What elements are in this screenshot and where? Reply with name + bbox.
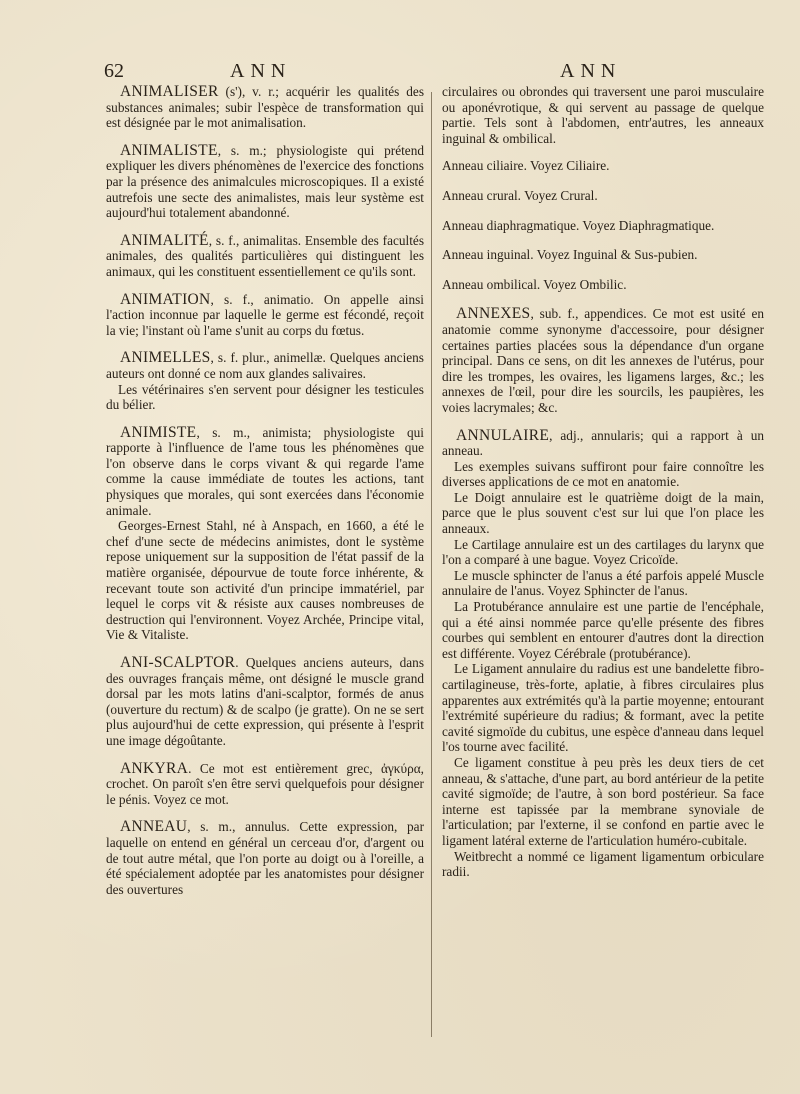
paragraph: Ce ligament constitue à peu près les deux tiers de cet anneau, & s'attache, d'une part, au bord antérieur de la petite cavité sigmoïde; de l'autre, à son bord postérieur. Sa face interne est tapissée par la membrane synoviale de l'articulation; par l'externe, il se confond en partie avec le ligament latéral externe de l'articulation huméro-cubitale. bbox=[442, 754, 764, 848]
entry-animation bbox=[106, 292, 424, 339]
right-column bbox=[442, 84, 764, 892]
entry-anneau-continued bbox=[442, 84, 764, 146]
headword: ANI-SCALPTOR bbox=[120, 654, 236, 671]
headword: ANIMISTE bbox=[120, 423, 197, 441]
entry-animalite bbox=[106, 233, 424, 280]
page-number: 62 bbox=[104, 60, 124, 82]
paragraph: La Protubérance annulaire est une partie de l'encéphale, qui a été ainsi nommée parce qu'elle présente des fibres courbes qui semblent en entourer d'autres dont la direction est différente. Voyez Cérébrale (protubérance). bbox=[442, 599, 764, 661]
anneau-ref-ombilical: Anneau ombilical. Voyez Ombilic. bbox=[442, 276, 627, 292]
entry-animelles bbox=[106, 350, 424, 412]
anneau-ref-diaphragmatique: Anneau diaphragmatique. Voyez Diaphragmatique. bbox=[442, 217, 715, 233]
headword: ANIMALISER bbox=[120, 83, 219, 100]
definition: , s. m.; physiologiste qui prétend expliquer les divers phénomènes de l'exercice des fonctions par la présence des animalcules microscopiques. Il a existé autrefois une secte des animalistes, mais leur système est aujourd'hui totalement abandonné. bbox=[106, 142, 424, 221]
headword: ANNULAIRE bbox=[456, 426, 550, 444]
anneau-ref-crural: Anneau crural. Voyez Crural. bbox=[442, 187, 598, 203]
entry-animiste bbox=[106, 425, 424, 643]
paragraph: Le Cartilage annulaire est un des cartilages du larynx que l'on a comparé à une bague. Voyez Cricoïde. bbox=[442, 536, 764, 568]
paragraph: Le Ligament annulaire du radius est une bandelette fibro-cartilagineuse, très-forte, aplatie, à fibres circulaires plus apparentes aux extrémités qu'à la partie moyenne; entourant l'extrémité supérieure du radius; & formant, avec la petite cavité sigmoïde du cubitus, une espèce d'anneau dans lequel l'os tourne avec facilité. bbox=[442, 661, 764, 755]
definition: . Quelques anciens auteurs, dans des ouvrages français même, ont désigné le muscle grand dorsal par les mots latins d'ani-scalptor, formés de anus (ouverture du rectum) & de scalpo (je gratte). On ne se sert plus aujourd'hui de cette expression, qui présente à l'esprit une image dégoûtante. bbox=[106, 655, 424, 748]
entry-annulaire bbox=[442, 428, 764, 880]
paragraph: Le muscle sphincter de l'anus a été parfois appelé Muscle annulaire de l'anus. Voyez Sphincter de l'anus. bbox=[442, 567, 764, 599]
entry-animaliste bbox=[106, 143, 424, 221]
paragraph: Georges-Ernest Stahl, né à Anspach, en 1660, a été le chef d'une secte de médecins animistes, dont le système repose uniquement sur la supposition de l'état passif de la matière organisée, dépourvue de toute force inhérente, & recevant toute son activité d'un principe immatériel, par lequel le corps vit & résiste aux causes nombreuses de destruction qui l'environnent. Voyez Archée, Principe vital, Vie & Vitaliste. bbox=[106, 518, 424, 643]
left-column bbox=[106, 84, 424, 909]
headword: ANKYRA bbox=[120, 759, 189, 777]
definition: , s. f. plur., animellæ. Quelques anciens auteurs ont donné ce nom aux glandes salivaires. bbox=[106, 350, 424, 381]
running-head-left: ANN bbox=[230, 60, 292, 82]
paragraph: circulaires ou obrondes qui traversent une paroi musculaire ou aponévrotique, & qui servent au passage de quelque partie. Tels sont à l'abdomen, entr'autres, les anneaux inguinal & ombilical. bbox=[442, 84, 764, 146]
headword: ANIMALITÉ bbox=[120, 231, 209, 249]
headword: ANIMALISTE bbox=[120, 141, 218, 159]
anneau-ref-ciliaire: Anneau ciliaire. Voyez Ciliaire. bbox=[442, 158, 610, 174]
headword: ANIMATION bbox=[120, 290, 211, 308]
headword: ANNEAU bbox=[120, 818, 188, 836]
paragraph: Le Doigt annulaire est le quatrième doigt de la main, parce que le plus souvent c'est sur lui que l'on place les anneaux. bbox=[442, 489, 764, 537]
headword: ANIMELLES bbox=[120, 349, 211, 367]
definition: (s'), v. r.; acquérir les qualités des substances animales; subir l'espèce de transformation qui est désignée par le mot animalisation. bbox=[106, 84, 424, 131]
paragraph: Les vétérinaires s'en servent pour désigner les testicules du bélier. bbox=[106, 381, 424, 413]
entry-annexes bbox=[442, 306, 764, 415]
column-divider bbox=[431, 92, 432, 1037]
definition: , s. f., animalitas. Ensemble des facultés animales, des qualités particulières qui distinguent les animaux, qui les constituent essentiellement ce qu'ils sont. bbox=[106, 232, 424, 279]
anneau-ref-inguinal: Anneau inguinal. Voyez Inguinal & Sus-pubien. bbox=[442, 247, 698, 263]
definition: . Ce mot est entièrement grec, ἀγκύρα, crochet. On paroît s'en être servi quelquefois pour désigner le pénis. Voyez ce mot. bbox=[106, 760, 424, 807]
headword: ANNEXES bbox=[456, 305, 531, 323]
definition: , adj., annularis; qui a rapport à un anneau. bbox=[442, 427, 764, 459]
definition: , sub. f., appendices. Ce mot est usité en anatomie comme synonyme d'accessoire, pour désigner certaines parties placées sous la dépendance d'un organe principal. Dans ce sens, on dit les annexes de l'utérus, pour dire les trompes, les ovaires, les ligamens larges, &c.; les annexes de l'œil, pour dire les sourcils, les paupières, les voies lacrymales; &c. bbox=[442, 306, 764, 415]
running-head-right: ANN bbox=[560, 60, 622, 82]
entry-ankyra bbox=[106, 761, 424, 808]
entry-anneau bbox=[106, 819, 424, 897]
paragraph: Weitbrecht a nommé ce ligament ligamentum orbiculare radii. bbox=[442, 848, 764, 880]
entry-ani-scalptor bbox=[106, 655, 424, 749]
entry-animaliser bbox=[106, 84, 424, 131]
definition: , s. m., annulus. Cette expression, par laquelle on entend en général un cerceau d'or, d'argent ou de tout autre métal, que l'on porte au doigt ou à l'oreille, a été spécialement adoptée par les anatomistes pour désigner des ouvertures bbox=[106, 819, 424, 897]
definition: , s. f., animatio. On appelle ainsi l'action inconnue par laquelle le germe est fécondé, reçoit la vie; l'instant où l'ame s'unit au corps du fœtus. bbox=[106, 291, 424, 338]
definition: , s. m., animista; physiologiste qui rapporte à l'influence de l'ame tous les phénomènes que l'on observe dans le corps vivant & qui regarde l'ame comme la cause immédiate de toutes les actions, tant physiques que morales, qui sont exercées dans l'économie animale. bbox=[106, 424, 424, 518]
paragraph: Les exemples suivans suffiront pour faire connoître les diverses applications de ce mot en anatomie. bbox=[442, 458, 764, 490]
